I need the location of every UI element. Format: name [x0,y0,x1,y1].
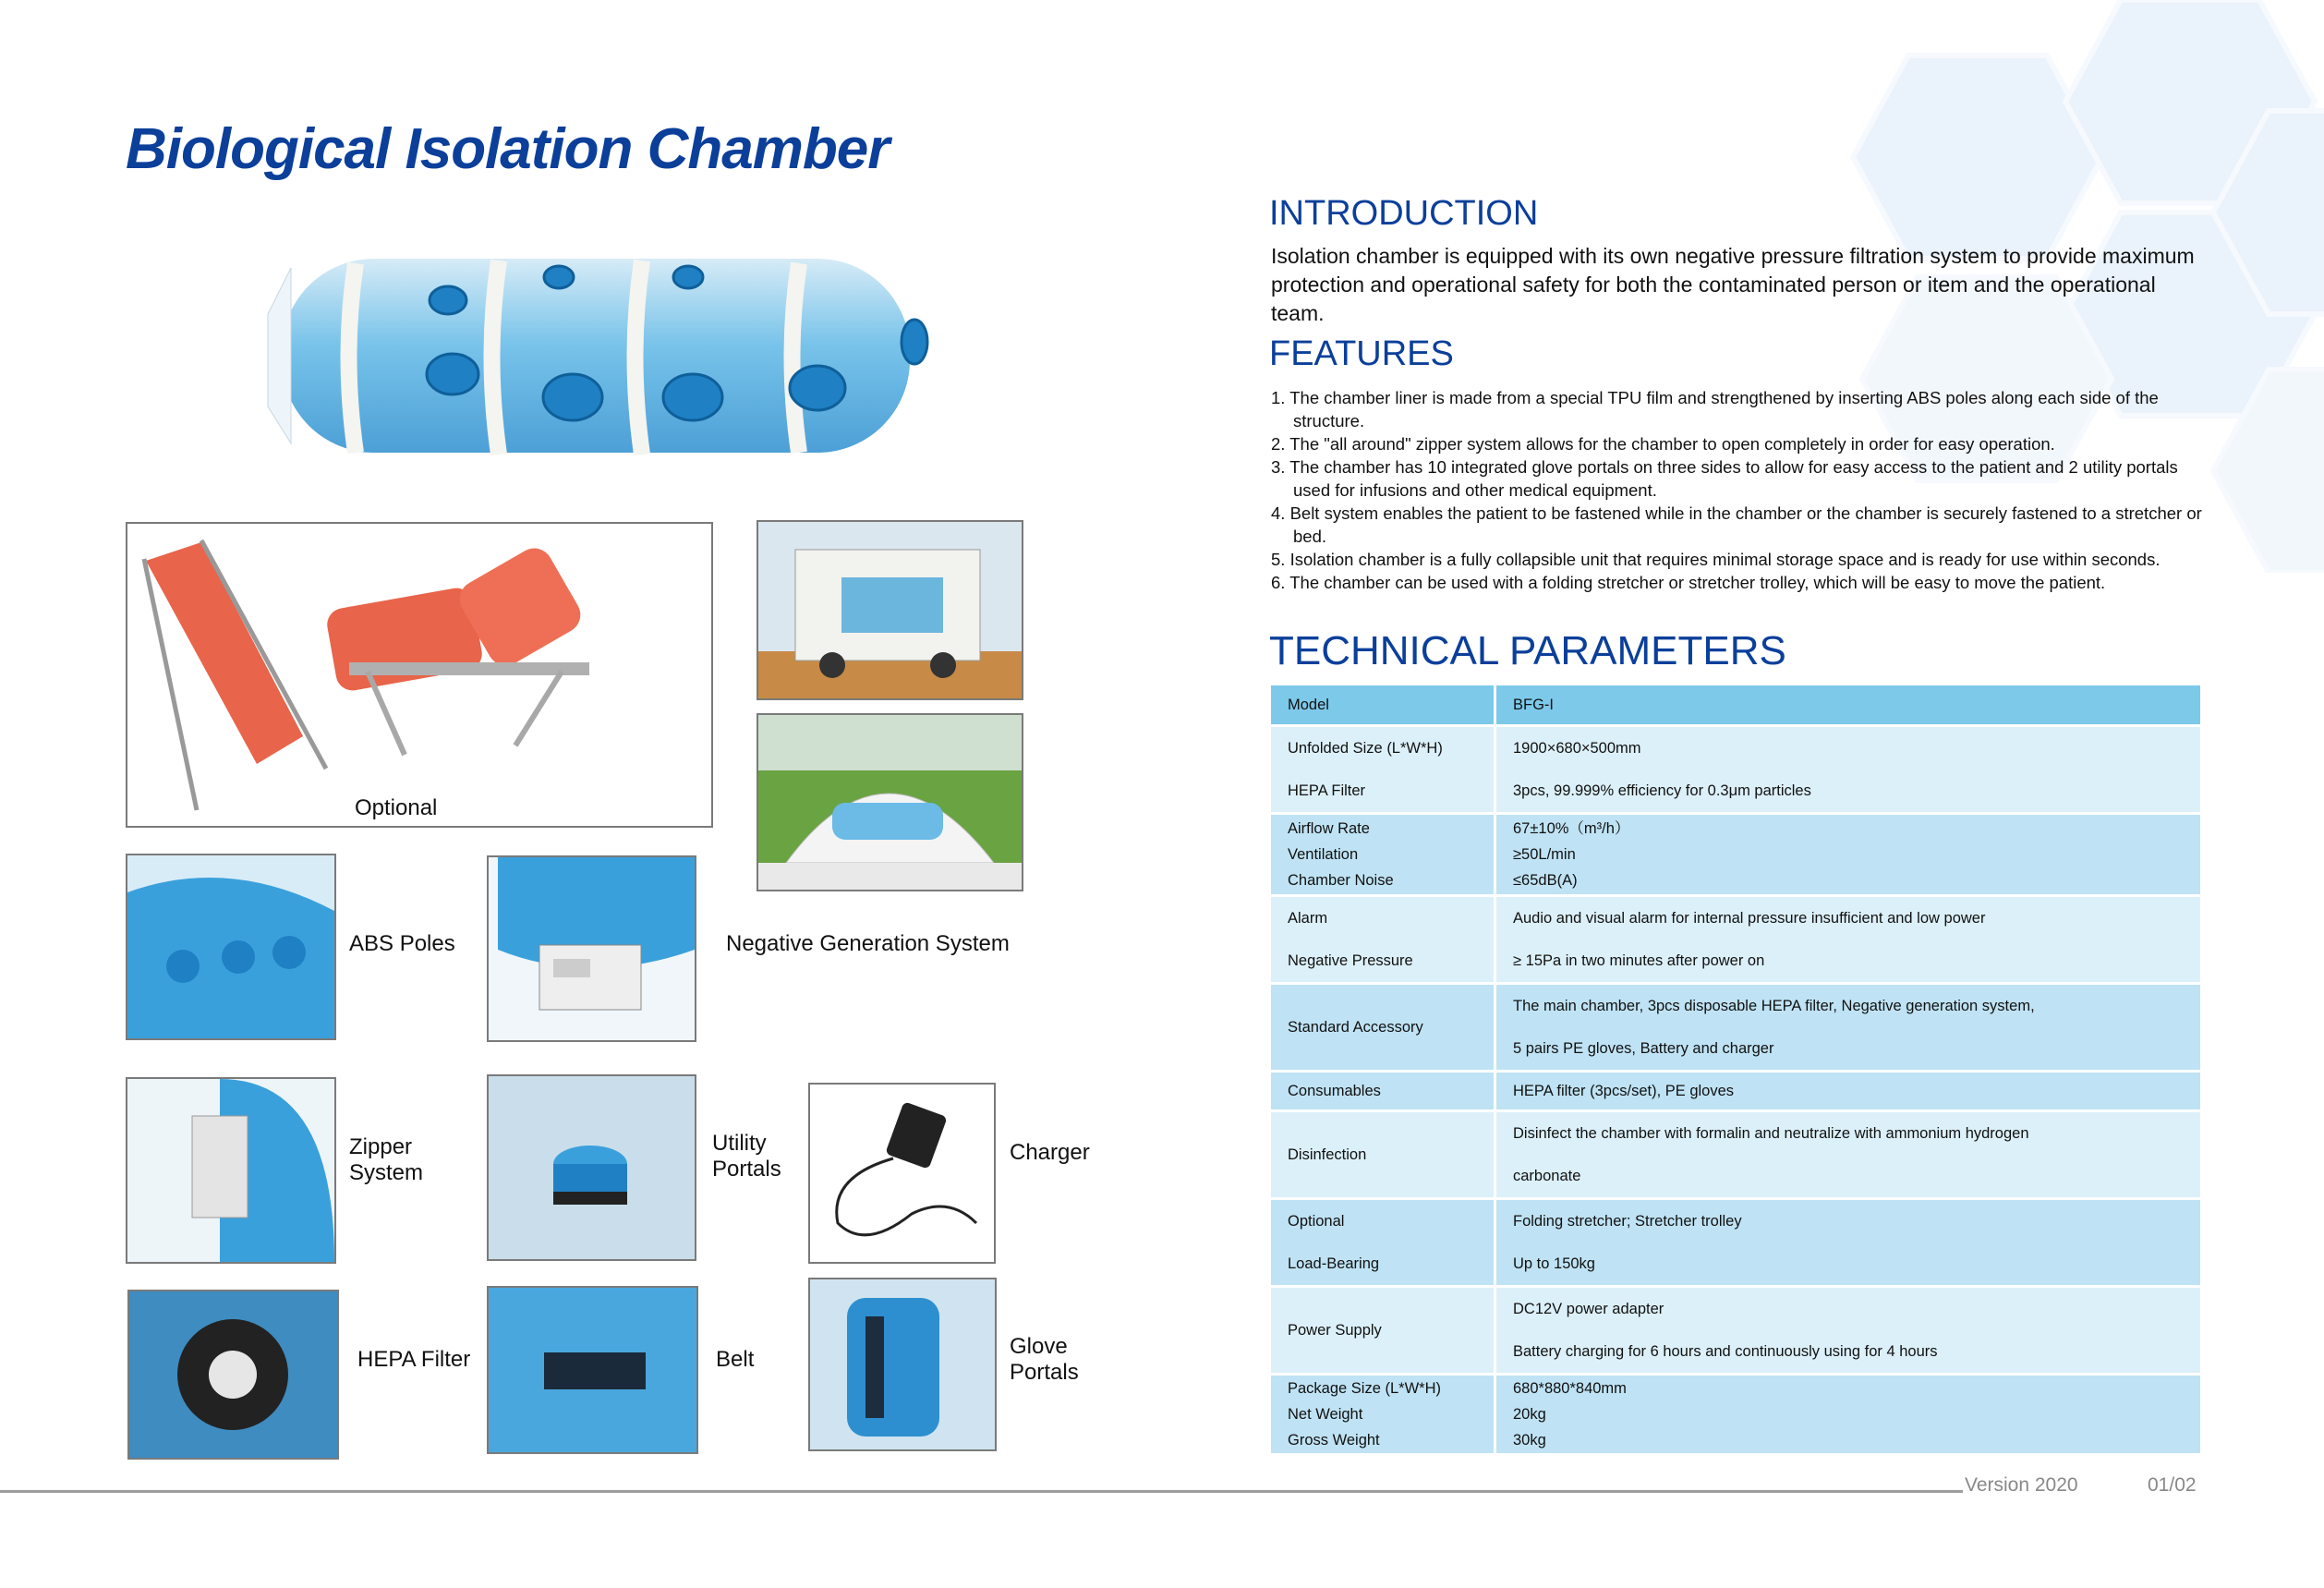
abs-poles-caption: ABS Poles [349,931,455,956]
param-value: 1900×680×500mm [1513,740,1641,757]
abs-poles-photo [126,854,336,1040]
param-value: Battery charging for 6 hours and continuously using for 4 hours [1513,1343,1938,1360]
negative-generation-caption: Negative Generation System [726,931,1010,956]
footer-rule [0,1490,1963,1493]
table-row [1271,897,2200,982]
table-row [1271,1112,2200,1197]
param-key: Gross Weight [1288,1432,1380,1449]
param-value: 3pcs, 99.999% efficiency for 0.3μm particles [1513,782,1811,799]
param-key: Optional [1288,1213,1345,1230]
stretcher-icon [127,524,711,826]
param-key: Net Weight [1288,1406,1363,1423]
optional-caption: Optional [355,795,438,820]
param-key: Airflow Rate [1288,820,1370,837]
table-row [1271,727,2200,812]
page-title: Biological Isolation Chamber [126,117,890,181]
utility-caption [712,1131,781,1182]
technical-parameters-table [1271,685,2200,1453]
zipper-system-photo [126,1077,336,1264]
param-value: ≤65dB(A) [1513,872,1578,889]
param-value: The main chamber, 3pcs disposable HEPA filter, Negative generation system, [1513,998,2035,1014]
param-value: ≥50L/min [1513,846,1576,863]
param-value: BFG-I [1496,685,2200,724]
hepa-filter-photo [127,1290,339,1460]
param-value: 5 pairs PE gloves, Battery and charger [1513,1040,1774,1057]
utility-caption-line1: Utility [712,1131,767,1156]
stretcher-options-photo [126,522,713,828]
param-value: Disinfect the chamber with formalin and neutralize with ammonium hydrogen [1513,1125,2029,1142]
param-value: 30kg [1513,1432,1546,1449]
param-key: Chamber Noise [1288,872,1394,889]
zipper-caption [349,1134,423,1186]
belt-photo [487,1286,698,1454]
table-row [1271,815,2200,894]
param-key: Model [1271,685,1496,724]
utility-portals-photo [487,1074,696,1261]
param-key: Load-Bearing [1288,1255,1380,1272]
param-value: Up to 150kg [1513,1255,1595,1272]
feature-item: 5. Isolation chamber is a fully collapsible unit that requires minimal storage space and is ready for use within seconds. [1271,550,2161,569]
features-list [1271,386,2213,594]
utility-caption-line2: Portals [712,1157,781,1182]
param-key: HEPA Filter [1288,782,1366,799]
param-key: Standard Accessory [1271,985,1496,1070]
feature-item: 3. The chamber has 10 integrated glove portals on three sides to allow for easy access to the patient and 2 utility portals used for infusions and other medical equipment. [1271,457,2178,500]
version-label: Version 2020 [1965,1474,2078,1496]
table-row [1271,985,2200,1070]
table-row [1271,1200,2200,1285]
param-value: Folding stretcher; Stretcher trolley [1513,1213,1742,1230]
table-row [1271,685,2200,724]
param-key: Alarm [1288,910,1328,927]
page-number: 01/02 [2148,1474,2197,1496]
glove-caption [1010,1334,1079,1386]
param-value: DC12V power adapter [1513,1301,1664,1317]
param-key: Power Supply [1271,1288,1496,1373]
hepa-caption: HEPA Filter [357,1347,471,1372]
zipper-caption-line2: System [349,1160,424,1185]
feature-item: 6. The chamber can be used with a folding stretcher or stretcher trolley, which will be easy to move the patient. [1271,573,2106,592]
ambulance-photo [757,520,1023,700]
belt-caption: Belt [716,1347,755,1372]
param-key: Unfolded Size (L*W*H) [1288,740,1443,757]
param-value: ≥ 15Pa in two minutes after power on [1513,952,1765,969]
param-key: Negative Pressure [1288,952,1413,969]
zipper-caption-line1: Zipper [349,1134,413,1159]
glove-caption-line2: Portals [1010,1360,1079,1385]
introduction-heading: INTRODUCTION [1269,194,1539,233]
technical-parameters-heading: TECHNICAL PARAMETERS [1269,628,1786,673]
isolation-chamber-image [254,240,942,476]
param-value: Audio and visual alarm for internal pressure insufficient and low power [1513,910,1986,927]
feature-item: 2. The "all around" zipper system allows for the chamber to open completely in order for easy operation. [1271,434,2055,454]
feature-item: 1. The chamber liner is made from a special TPU film and strengthened by inserting ABS poles along each side of the structure. [1271,388,2159,430]
table-row [1271,1073,2200,1109]
param-key: Ventilation [1288,846,1359,863]
param-value: 680*880*840mm [1513,1380,1627,1397]
glove-portals-photo [808,1278,997,1451]
charger-photo [808,1083,996,1264]
param-value: HEPA filter (3pcs/set), PE gloves [1496,1073,2200,1109]
features-heading: FEATURES [1269,334,1454,373]
param-value: 67±10%（m³/h） [1513,820,1630,837]
param-key: Disinfection [1271,1112,1496,1197]
table-row [1271,1376,2200,1453]
introduction-text: Isolation chamber is equipped with its own negative pressure filtration system to provide maximum protection and operational safety for both the contaminated person or item and the operational team. [1271,244,2195,325]
charger-caption: Charger [1010,1140,1090,1165]
param-key: Consumables [1271,1073,1496,1109]
glove-caption-line1: Glove [1010,1334,1068,1359]
param-key: Package Size (L*W*H) [1288,1380,1441,1397]
tent-photo [757,713,1023,891]
feature-item: 4. Belt system enables the patient to be fastened while in the chamber or the chamber is securely fastened to a stretcher or bed. [1271,503,2202,546]
param-value: carbonate [1513,1168,1581,1184]
negative-generation-photo [487,855,696,1042]
param-value: 20kg [1513,1406,1546,1423]
table-row [1271,1288,2200,1373]
